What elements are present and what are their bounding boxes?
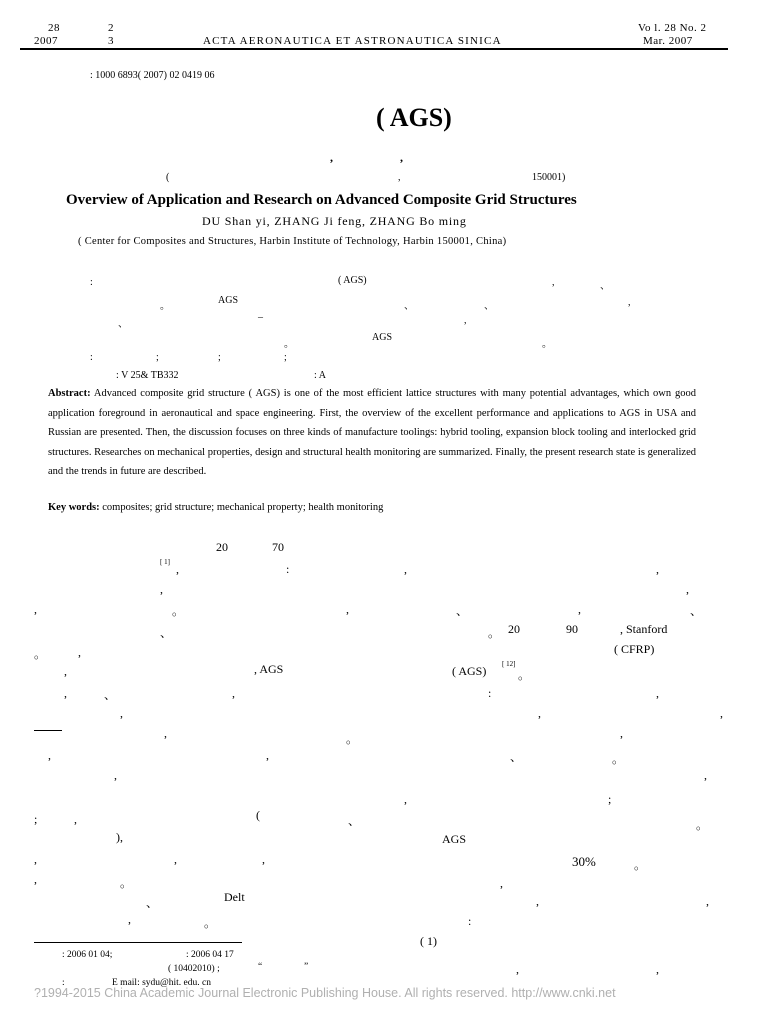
mark: ; <box>284 352 287 363</box>
cn-title: ( AGS) <box>376 103 452 132</box>
mark: 。 <box>120 876 133 890</box>
mark: , <box>164 726 167 740</box>
mark: 。 <box>160 301 170 312</box>
cn-abstract-ags: ( AGS) <box>338 275 367 286</box>
mark: , <box>500 876 503 890</box>
body-ags-a: , AGS <box>254 662 284 676</box>
journal-name: ACTA AERONAUTICA ET ASTRONAUTICA SINICA <box>203 35 502 47</box>
dash-rule <box>34 730 62 731</box>
mark: 、 <box>146 896 159 910</box>
mark: , <box>346 602 349 616</box>
mark: 、 <box>600 281 610 292</box>
footnote-quote-open: “ <box>258 962 263 972</box>
mark: , <box>706 894 709 908</box>
mark: , <box>64 686 67 700</box>
mark: , <box>516 962 519 976</box>
body-ags-ref: ( AGS) <box>452 664 487 678</box>
mark: , <box>656 562 659 576</box>
mark: 。 <box>696 818 709 832</box>
footnote-revised: : 2006 04 17 <box>186 950 234 960</box>
mark: , <box>78 645 81 659</box>
equation-number: ( 1) <box>420 934 437 948</box>
body-paren-close: ), <box>116 830 123 844</box>
en-title: Overview of Application and Research on Advanced Composite Grid Structures <box>66 192 577 208</box>
mark: , <box>656 962 659 976</box>
mark: ; <box>156 352 159 363</box>
cn-affil-zip: 150001) <box>532 172 566 183</box>
mark: , <box>174 852 177 866</box>
abstract-text: Advanced composite grid structure ( AGS) is one of the most efficient lattice structures with many potential advantages, which own good application foreground in aeronautical and space engineering. First, the overview of the excellent performance and applications to AGS in USA and Russian are presented. Then, the discussion focuses on three kinds of manufacture toolings: hybrid tooling, expansion block tooling and interlocked grid structures. Researches on mechanical properties, design and structural health monitoring are summarized. Finally, the present research state is generalized and the trends in future are described. <box>48 388 696 477</box>
class-number: : V 25& TB332 <box>116 370 179 381</box>
mark: 。 <box>518 668 531 682</box>
mark: 。 <box>542 339 552 350</box>
cn-abstract-ags-1: AGS <box>218 295 239 306</box>
body-num-90: 90 <box>566 622 578 636</box>
header-year: 2007 <box>34 35 58 47</box>
mark: 、 <box>484 301 494 312</box>
keywords-paragraph <box>48 498 696 518</box>
mark: , <box>404 562 407 576</box>
mark: 、 <box>348 814 361 828</box>
en-affiliation: ( Center for Composites and Structures, Harbin Institute of Technology, Harbin 150001, China) <box>78 236 507 247</box>
ref-1: [ 1] <box>160 558 170 566</box>
mark: 、 <box>404 301 414 312</box>
mark: , <box>114 768 117 782</box>
mark: , <box>34 872 37 886</box>
mark: 、 <box>456 604 469 618</box>
mark: , <box>262 852 265 866</box>
body-num-70: 70 <box>272 540 284 554</box>
cn-affil-comma: , <box>398 172 401 183</box>
abstract-label: Abstract: <box>48 388 91 399</box>
mark: , <box>656 686 659 700</box>
mark: , <box>128 912 131 926</box>
mark: 。 <box>634 858 647 872</box>
mark: 。 <box>172 604 185 618</box>
mark: , <box>34 602 37 616</box>
header-volume-right: Vo l. 28 No. 2 <box>638 22 707 34</box>
mark: , <box>176 562 179 576</box>
cn-author-sep-2: , <box>400 150 403 164</box>
mark: , <box>160 582 163 596</box>
footnote-email-label: : <box>62 978 65 988</box>
ref-12: [ 12] <box>502 660 516 668</box>
mark: 。 <box>204 916 217 930</box>
mark: , <box>704 768 707 782</box>
mark: 、 <box>160 626 173 640</box>
mark: , <box>74 812 77 826</box>
mark: : <box>468 914 472 928</box>
body-num-20: 20 <box>216 540 228 554</box>
body-paren-open: ( <box>256 808 260 822</box>
mark: ; <box>218 352 221 363</box>
mark: 、 <box>690 604 703 618</box>
mark: 。 <box>284 339 294 350</box>
mark: 、 <box>510 750 523 764</box>
mark: : <box>286 562 290 576</box>
mark: , <box>720 706 723 720</box>
mark: , <box>538 706 541 720</box>
mark: , <box>628 297 631 308</box>
footnote-grant: ( 10402010) ; <box>168 964 220 974</box>
cn-abstract-colon: : <box>90 277 93 288</box>
body-num-20b: 20 <box>508 622 520 636</box>
mark: , <box>464 315 467 326</box>
mark: 。 <box>34 647 47 661</box>
header-month: 3 <box>108 35 114 47</box>
footnote-rule <box>34 942 242 943</box>
mark: 、 <box>118 319 128 330</box>
body-ags-b: AGS <box>442 832 467 846</box>
mark: ; <box>608 792 612 806</box>
document-code: : A <box>314 370 326 381</box>
mark: ; <box>34 812 38 826</box>
footnote-quote-close: ” <box>304 962 309 972</box>
header-volume: 28 <box>48 22 60 34</box>
abstract-paragraph <box>48 384 696 482</box>
mark: 。 <box>612 752 625 766</box>
mark: , <box>34 852 37 866</box>
mark: – <box>258 312 263 323</box>
header-issue: 2 <box>108 22 114 34</box>
body-stanford: , Stanford <box>620 622 668 636</box>
body-cfrp: ( CFRP) <box>614 642 655 656</box>
article-id: : 1000 6893( 2007) 02 0419 06 <box>90 70 215 81</box>
mark: , <box>686 582 689 596</box>
mark: : <box>488 686 492 700</box>
mark: , <box>536 894 539 908</box>
cn-author-sep-1: , <box>330 150 333 164</box>
copyright-footer: ?1994-2015 China Academic Journal Electronic Publishing House. All rights reserved. http://www.cnki.net <box>34 986 616 1000</box>
mark: , <box>64 664 67 678</box>
mark: 。 <box>488 626 501 640</box>
mark: 。 <box>346 732 359 746</box>
mark: , <box>232 686 235 700</box>
header-rule <box>20 48 728 50</box>
mark: , <box>552 277 555 288</box>
mark: 、 <box>104 688 117 702</box>
keywords-text: composites; grid structure; mechanical property; health monitoring <box>99 502 384 513</box>
cn-abstract-ags-2: AGS <box>372 332 393 343</box>
mark: , <box>404 792 407 806</box>
footnote-received: : 2006 01 04; <box>62 950 113 960</box>
mark: , <box>578 602 581 616</box>
header-date-right: Mar. 2007 <box>643 35 693 47</box>
body-delt: Delt <box>224 890 245 904</box>
mark: , <box>120 706 123 720</box>
keywords-label: Key words: <box>48 502 100 513</box>
mark: : <box>90 352 93 363</box>
mark: , <box>266 748 269 762</box>
footnote-email: E mail: sydu@hit. edu. cn <box>112 978 211 988</box>
body-percent: 30% <box>572 854 596 869</box>
en-authors: DU Shan yi, ZHANG Ji feng, ZHANG Bo ming <box>202 214 467 228</box>
mark: , <box>620 726 623 740</box>
cn-affil-open: ( <box>166 172 170 183</box>
mark: , <box>48 748 51 762</box>
